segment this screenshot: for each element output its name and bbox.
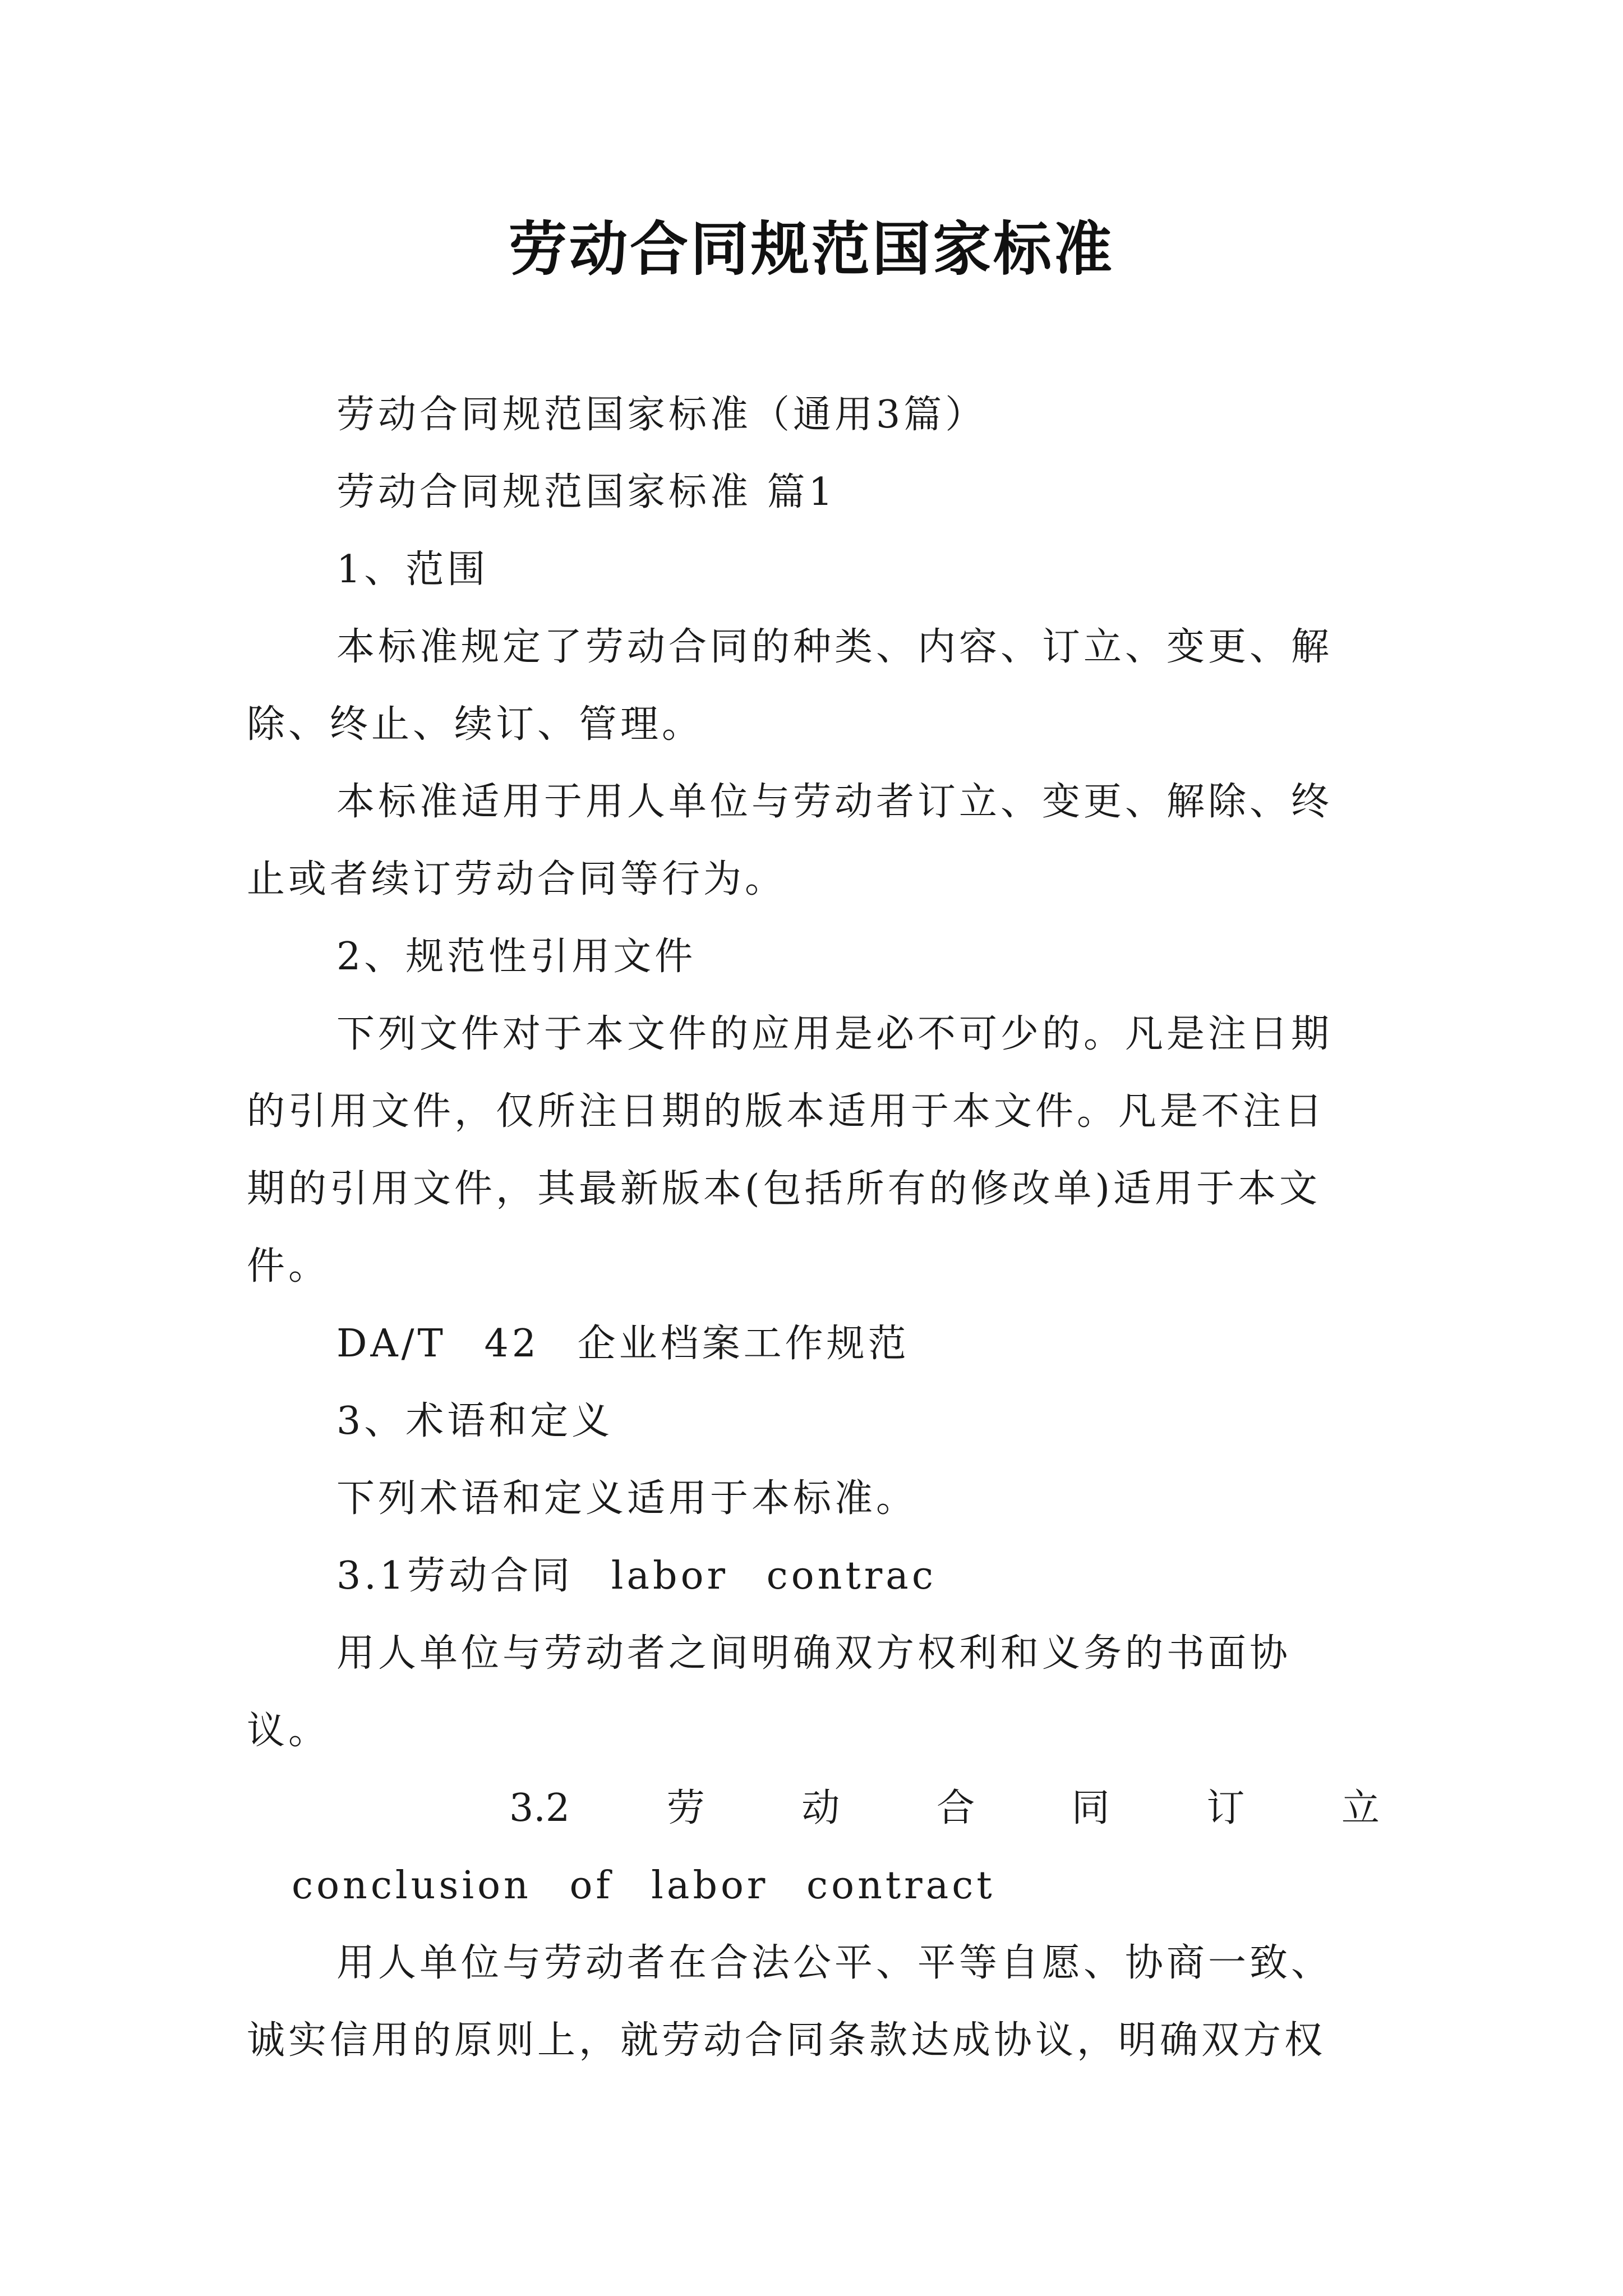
paragraph-line: 下列术语和定义适用于本标准。: [336, 1476, 918, 1521]
paragraph-line: 止或者续订劳动合同等行为。: [247, 857, 787, 901]
term-token: 同: [1071, 1786, 1110, 1830]
paragraph-line: 除、终止、续订、管理。: [247, 702, 704, 747]
paragraph-line: 的引用文件，仅所注日期的版本适用于本文件。凡是不注日: [247, 1089, 1326, 1134]
paragraph-line: 本标准规定了劳动合同的种类、内容、订立、变更、解: [336, 625, 1333, 669]
paragraph-line: 期的引用文件，其最新版本(包括所有的修改单)适用于本文: [247, 1167, 1321, 1211]
term-3-2-english: conclusion of labor contract: [292, 1864, 995, 1908]
term-token: 动: [801, 1786, 840, 1830]
term-token: 3.2: [509, 1786, 570, 1830]
paragraph-line: 用人单位与劳动者之间明确双方权利和义务的书面协: [336, 1631, 1292, 1676]
reference-standard: DA/T 42 企业档案工作规范: [336, 1322, 910, 1366]
section-2-heading: 2、规范性引用文件: [336, 935, 697, 979]
term-token: 劳: [666, 1786, 705, 1830]
document-title: 劳动合同规范国家标准: [508, 214, 1114, 283]
term-token: 合: [937, 1786, 975, 1830]
section-3-heading: 3、术语和定义: [336, 1399, 614, 1443]
paragraph-line: 诚实信用的原则上，就劳动合同条款达成协议，明确双方权: [247, 2018, 1326, 2063]
term-token: 立: [1341, 1786, 1380, 1830]
paragraph-line: 议。: [247, 1709, 330, 1753]
paragraph-line: 本标准适用于用人单位与劳动者订立、变更、解除、终: [336, 780, 1333, 824]
paragraph-line: 用人单位与劳动者在合法公平、平等自愿、协商一致、: [336, 1941, 1333, 1985]
term-3-1-heading: 3.1劳动合同 labor contrac: [336, 1554, 937, 1598]
document-subtitle: 劳动合同规范国家标准（通用3篇）: [336, 393, 987, 437]
section-1-heading: 1、范围: [336, 547, 489, 592]
part-heading: 劳动合同规范国家标准 篇1: [336, 470, 836, 514]
term-3-2-heading: [509, 1786, 1380, 1831]
paragraph-line: 下列文件对于本文件的应用是必不可少的。凡是注日期: [336, 1012, 1333, 1056]
paragraph-line: 件。: [247, 1244, 330, 1289]
term-token: 订: [1206, 1786, 1245, 1830]
